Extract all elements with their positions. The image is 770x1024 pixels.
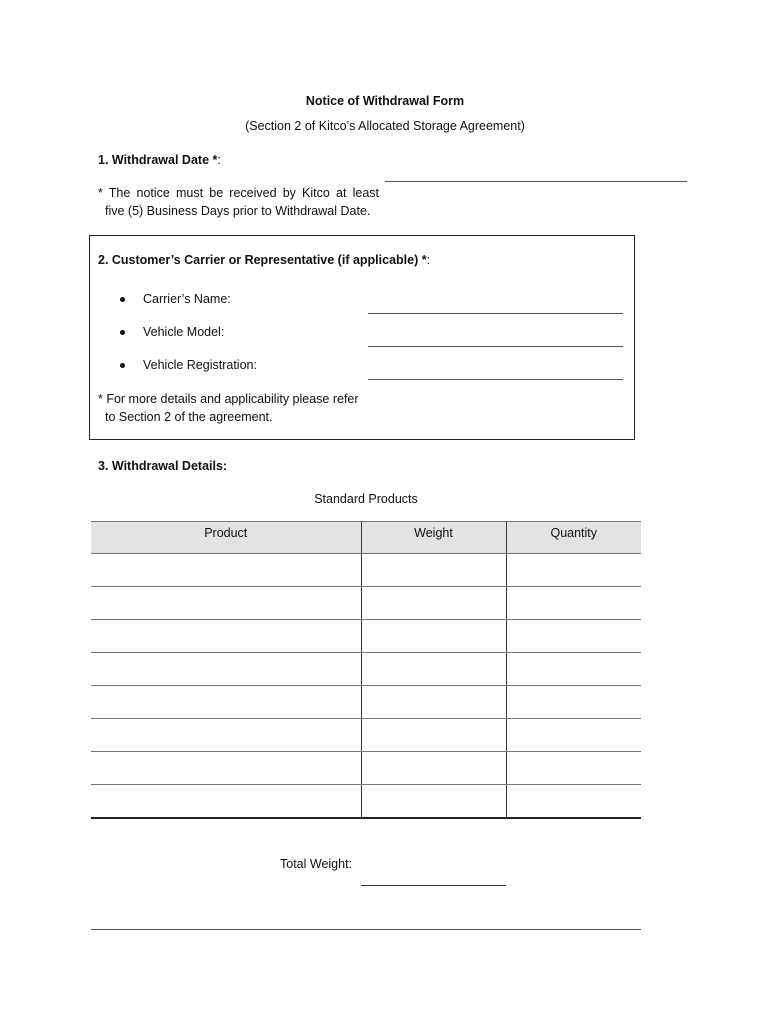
total-weight-label: Total Weight: bbox=[280, 857, 353, 871]
quantity-cell[interactable] bbox=[506, 554, 641, 587]
table-row bbox=[91, 785, 641, 818]
table-row bbox=[91, 620, 641, 653]
bullet-icon bbox=[120, 330, 125, 335]
product-cell[interactable] bbox=[91, 587, 361, 620]
section2-colon: : bbox=[426, 253, 431, 267]
section1-heading: 1. Withdrawal Date * bbox=[98, 153, 218, 167]
vehicle-model-field[interactable] bbox=[368, 346, 623, 347]
quantity-cell[interactable] bbox=[506, 752, 641, 785]
section1-note-line2: five (5) Business Days prior to Withdrawal Date. bbox=[105, 204, 371, 218]
product-cell[interactable] bbox=[91, 653, 361, 686]
bullet-icon bbox=[120, 297, 125, 302]
table-row bbox=[91, 686, 641, 719]
table-row bbox=[91, 653, 641, 686]
quantity-cell[interactable] bbox=[506, 785, 641, 818]
product-cell[interactable] bbox=[91, 785, 361, 818]
column-header-product: Product bbox=[91, 522, 361, 554]
table-row bbox=[91, 719, 641, 752]
section2-note-line1: * For more details and applicability please refer bbox=[98, 392, 359, 406]
section3-heading: 3. Withdrawal Details: bbox=[98, 459, 228, 473]
vehicle-registration-label: Vehicle Registration: bbox=[143, 358, 257, 372]
bullet-icon bbox=[120, 363, 125, 368]
quantity-cell[interactable] bbox=[506, 653, 641, 686]
bottom-divider bbox=[91, 929, 641, 930]
quantity-cell[interactable] bbox=[506, 686, 641, 719]
carrier-name-label: Carrier’s Name: bbox=[143, 292, 231, 306]
section2-note-line2: to Section 2 of the agreement. bbox=[105, 410, 273, 424]
table-header-row bbox=[91, 522, 641, 554]
column-header-quantity: Quantity bbox=[506, 522, 641, 554]
quantity-cell[interactable] bbox=[506, 719, 641, 752]
section1-colon: : bbox=[217, 153, 221, 167]
product-cell[interactable] bbox=[91, 686, 361, 719]
product-cell[interactable] bbox=[91, 752, 361, 785]
section1-note-line1: * The notice must be received by Kitco at least bbox=[98, 186, 379, 200]
vehicle-model-label: Vehicle Model: bbox=[143, 325, 225, 339]
quantity-cell[interactable] bbox=[506, 620, 641, 653]
weight-cell[interactable] bbox=[361, 752, 506, 785]
carrier-name-field[interactable] bbox=[368, 313, 623, 314]
table-row bbox=[91, 554, 641, 587]
product-cell[interactable] bbox=[91, 719, 361, 752]
weight-cell[interactable] bbox=[361, 554, 506, 587]
section1-heading-row bbox=[98, 153, 221, 167]
weight-cell[interactable] bbox=[361, 785, 506, 818]
vehicle-registration-field[interactable] bbox=[368, 379, 623, 380]
weight-cell[interactable] bbox=[361, 686, 506, 719]
column-header-weight: Weight bbox=[361, 522, 506, 554]
standard-products-table bbox=[91, 521, 641, 819]
weight-cell[interactable] bbox=[361, 719, 506, 752]
table-row bbox=[91, 752, 641, 785]
withdrawal-date-field[interactable] bbox=[385, 181, 687, 182]
form-title: Notice of Withdrawal Form bbox=[305, 94, 465, 108]
table-caption: Standard Products bbox=[314, 492, 418, 506]
total-weight-field[interactable] bbox=[361, 885, 506, 886]
product-cell[interactable] bbox=[91, 554, 361, 587]
weight-cell[interactable] bbox=[361, 653, 506, 686]
quantity-cell[interactable] bbox=[506, 587, 641, 620]
weight-cell[interactable] bbox=[361, 587, 506, 620]
weight-cell[interactable] bbox=[361, 620, 506, 653]
form-subtitle: (Section 2 of Kitco’s Allocated Storage Agreement) bbox=[245, 119, 525, 133]
section2-heading: 2. Customer’s Carrier or Representative (if applicable) * bbox=[98, 253, 427, 267]
section2-heading-row bbox=[98, 253, 430, 267]
product-cell[interactable] bbox=[91, 620, 361, 653]
table-row bbox=[91, 587, 641, 620]
